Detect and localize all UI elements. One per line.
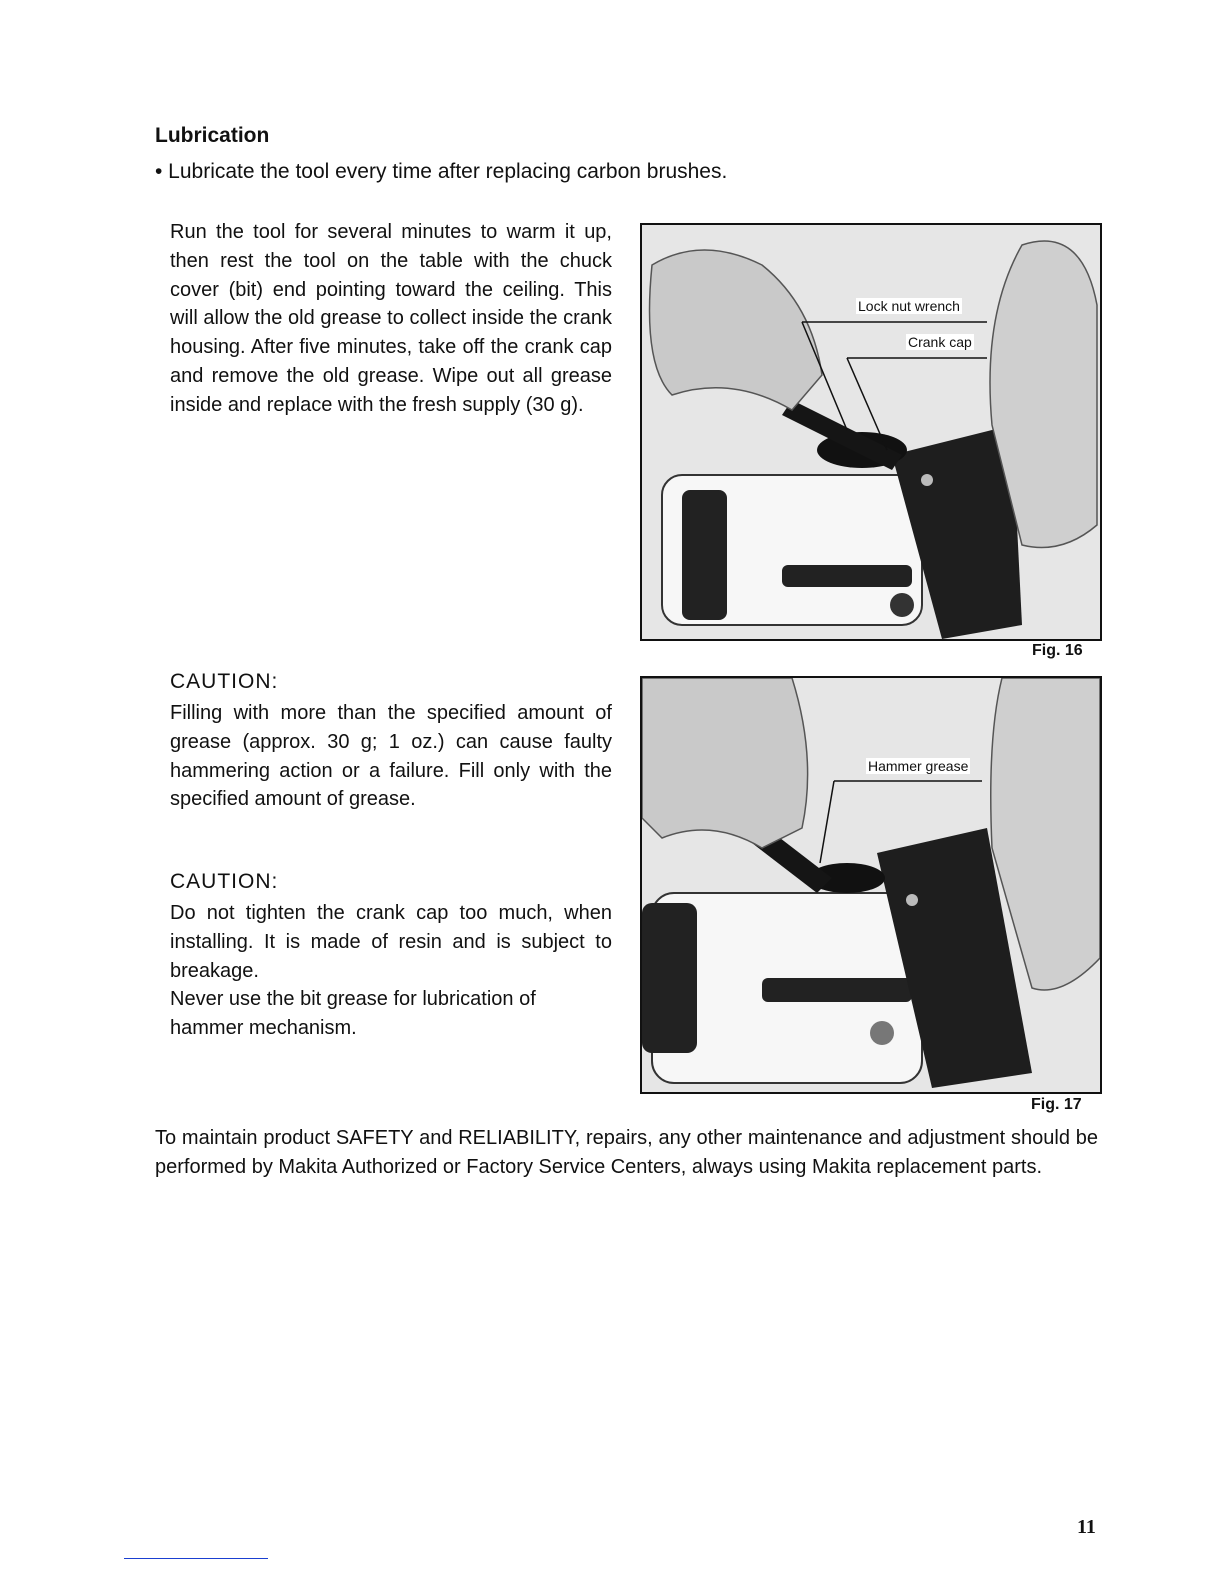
figure-16-photo <box>640 223 1102 641</box>
figure-16-illustration <box>642 225 1100 639</box>
callout-crank-cap: Crank cap <box>908 334 972 350</box>
callout-hammer-grease: Hammer grease <box>868 758 969 774</box>
figure-17-illustration <box>642 678 1100 1092</box>
figure-17-photo <box>640 676 1102 1094</box>
caution-1-title: CAUTION: <box>170 670 279 693</box>
safety-notice: To maintain product SAFETY and RELIABILITY, repairs, any other maintenance and adjustment should be performed by Makita Authorized or Factory Service Centers, always using Makita replacement parts. <box>155 1127 1098 1178</box>
page-number: 11 <box>1077 1516 1096 1538</box>
figure-16-label: Fig. 16 <box>1032 642 1083 659</box>
callout-lock-nut-wrench: Lock nut wrench <box>858 298 960 314</box>
caution-2-title: CAUTION: <box>170 870 279 893</box>
caution-2-extra: Never use the bit grease for lubrication of hammer mechanism. <box>170 988 536 1039</box>
bottom-rule <box>124 1558 268 1559</box>
caution-1-text: Filling with more than the specified amount of grease (approx. 30 g; 1 oz.) can cause faulty hammering action or a failure. Fill only with the specified amount of grease. <box>170 702 612 811</box>
figure-17-label: Fig. 17 <box>1031 1096 1082 1113</box>
section-heading: Lubrication <box>155 124 270 147</box>
lubrication-instructions: Run the tool for several minutes to warm it up, then rest the tool on the table with the chuck cover (bit) end pointing toward the ceiling. This will allow the old grease to collect inside the crank housing. After five minutes, take off the crank cap and remove the old grease. Wipe out all grease inside and replace with the fresh supply (30 g). <box>170 221 612 416</box>
caution-2-text: Do not tighten the crank cap too much, when installing. It is made of resin and is subject to breakage. <box>170 902 612 982</box>
bullet-point: • Lubricate the tool every time after replacing carbon brushes. <box>155 160 728 183</box>
